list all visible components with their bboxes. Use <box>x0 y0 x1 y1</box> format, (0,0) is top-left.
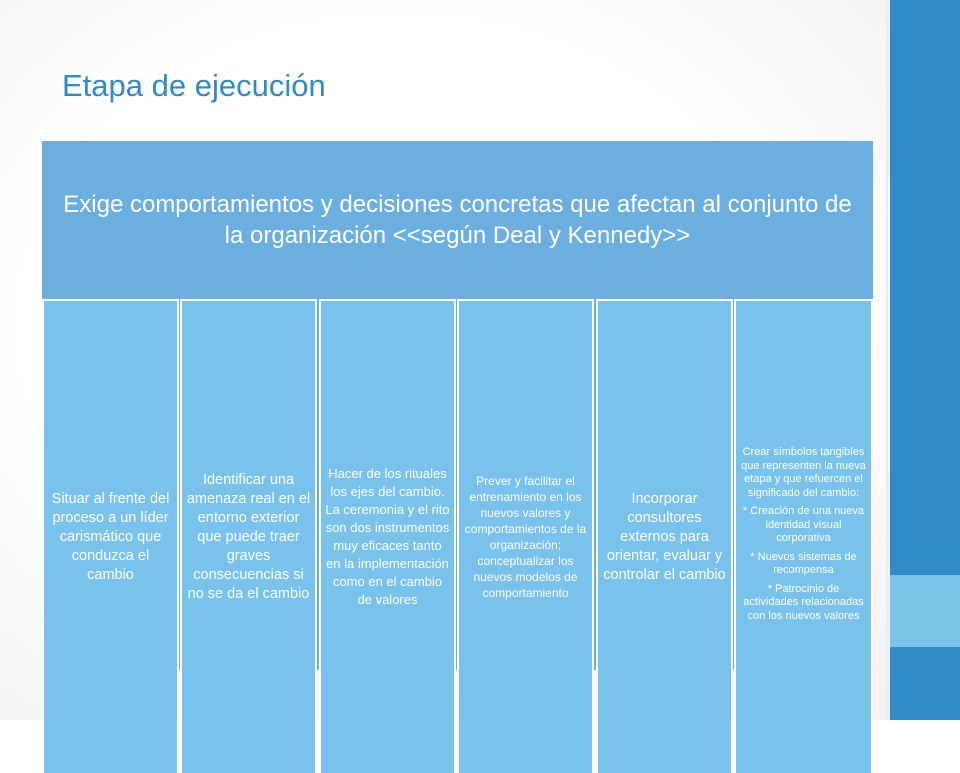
card-row <box>42 299 873 773</box>
card-bullet: * Nuevos sistemas de recompensa <box>750 550 857 576</box>
sidebar-divider <box>886 0 888 720</box>
card-consultants <box>596 299 733 773</box>
sidebar-accent-middle <box>890 575 960 647</box>
card-bullet: * Creación de una nueva identidad visual corporativa <box>742 505 865 544</box>
card-training <box>457 299 594 773</box>
card-bullet: * Patrocinio de actividades relacionadas con los nuevos valores <box>743 582 864 622</box>
panel-heading: Exige comportamientos y decisiones concretas que afectan al conjunto de la organización <<según Deal y Kennedy>> <box>63 191 852 249</box>
content-panel <box>42 141 873 670</box>
card-text: Identificar una amenaza real en el entorno exterior que puede traer graves consecuencias si no se da el cambio <box>186 471 311 602</box>
sidebar-accent-top <box>890 0 960 575</box>
slide-title: Etapa de ejecución <box>62 68 326 103</box>
card-text: Prever y facilitar el entrenamiento en los nuevos valores y comportamientos de la organización; conceptualizar los nuevos modelos de comportamiento <box>464 474 587 600</box>
card-symbols <box>734 299 873 773</box>
card-intro: Crear símbolos tangibles que representen la nueva etapa y que refuercen el significado del cambio: <box>741 446 866 499</box>
card-text: Situar al frente del proceso a un líder carismático que conduzca el cambio <box>51 490 170 583</box>
card-threat <box>180 299 317 773</box>
card-leader <box>42 299 179 773</box>
card-rituals <box>319 299 456 773</box>
card-text: Hacer de los rituales los ejes del cambio. La ceremonia y el rito son dos instrumentos muy eficaces tanto en la implementación como en el cambio de valores <box>325 466 450 607</box>
card-text: Incorporar consultores externos para orientar, evaluar y controlar el cambio <box>603 490 726 583</box>
sidebar-accent-bottom <box>890 647 960 720</box>
